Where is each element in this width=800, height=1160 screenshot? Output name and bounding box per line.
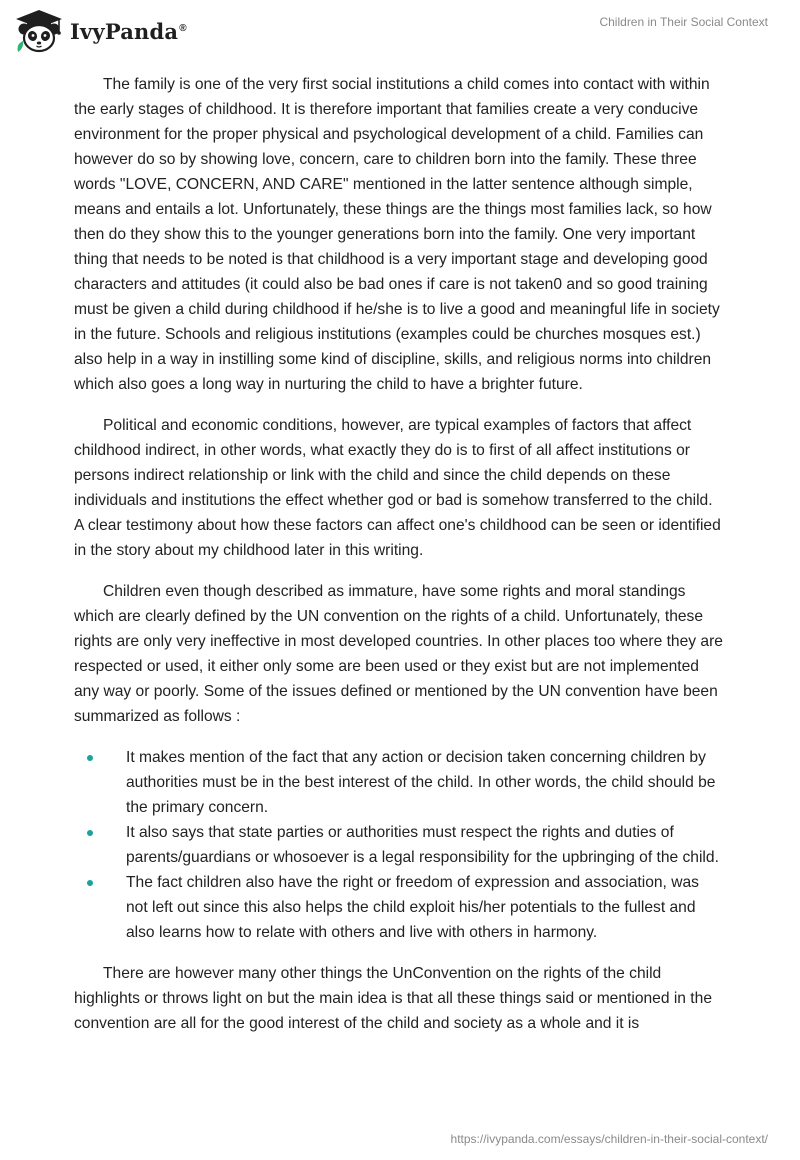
essay-paragraph: The family is one of the very first social institutions a child comes into contact with within the early stages of childhood. It is therefore important that families create a very conducive environment for the proper physical and psychological development of a child. Families can however do so by showing love, concern, care to children born into the family. These three words "LOVE, CONCERN, AND CARE" mentioned in the latter sentence although simple, means and entails a lot. Unfortunately, these things are the things most families lack, so how then do they show this to the younger generations born into the family. One very important thing that needs to be noted is that childhood is a very important stage and developing good characters and attitudes (it could also be bad ones if care is not taken0 and so good training must be given a child during childhood if he/she is to live a good and meaningful life in society in the future. Schools and religious institutions (examples could be churches mosques est.) also help in a way in instilling some kind of discipline, skills, and religious norms into children which also goes a long way in nurturing the child to have a brighter future.: [74, 76, 720, 393]
bullet-item: [74, 870, 724, 945]
bullet-dot-icon: [87, 830, 93, 836]
bullet-text: The fact children also have the right or freedom of expression and association, was not left out since this also helps the child exploit his/her potentials to the fullest and also learns how to relate with others and live with others in harmony.: [126, 874, 699, 941]
ivypanda-logo[interactable]: [14, 8, 187, 54]
registered-mark: ®: [179, 22, 187, 34]
essay-paragraph: There are however many other things the UnConvention on the rights of the child highlights or throws light on but the main idea is that all these things said or mentioned in the convention are all for the good interest of the child and society as a whole and it is: [74, 965, 712, 1032]
bullet-item: [74, 820, 724, 870]
bullet-text: It also says that state parties or authorities must respect the rights and duties of parents/guardians or whosoever is a legal responsibility for the upbringing of the child.: [126, 824, 719, 866]
essay-content: [74, 72, 724, 1052]
bullet-item: [74, 745, 724, 820]
rights-bullet-list: [74, 745, 724, 945]
bullet-dot-icon: [87, 880, 93, 886]
bullet-text: It makes mention of the fact that any action or decision taken concerning children by authorities must be in the best interest of the child. In other words, the child should be the primary concern.: [126, 749, 716, 816]
essay-paragraph: Political and economic conditions, however, are typical examples of factors that affect childhood indirect, in other words, what exactly they do is to first of all affect institutions or persons indirect relationship or link with the child and since the child depends on these individuals and institutions the effect whether god or bad is somehow transferred to the child. A clear testimony about how these factors can affect one's childhood can be seen or identified in the story about my childhood later in this writing.: [74, 417, 721, 559]
page-header: [0, 0, 800, 62]
bullet-dot-icon: [87, 755, 93, 761]
essay-paragraph: Children even though described as immature, have some rights and moral standings which are clearly defined by the UN convention on the rights of a child. Unfortunately, these rights are only very ineffective in most developed countries. In other places too where they are respected or used, it either only some are been used or they exist but are not implemented any way or poorly. Some of the issues defined or mentioned by the UN convention have been summarized as follows :: [74, 583, 723, 725]
logo-wordmark: IvyPanda®: [70, 18, 187, 44]
panda-graduate-icon: [14, 8, 64, 54]
source-url-link[interactable]: https://ivypanda.com/essays/children-in-their-social-context/: [450, 1132, 768, 1146]
document-title: Children in Their Social Context: [599, 15, 768, 29]
